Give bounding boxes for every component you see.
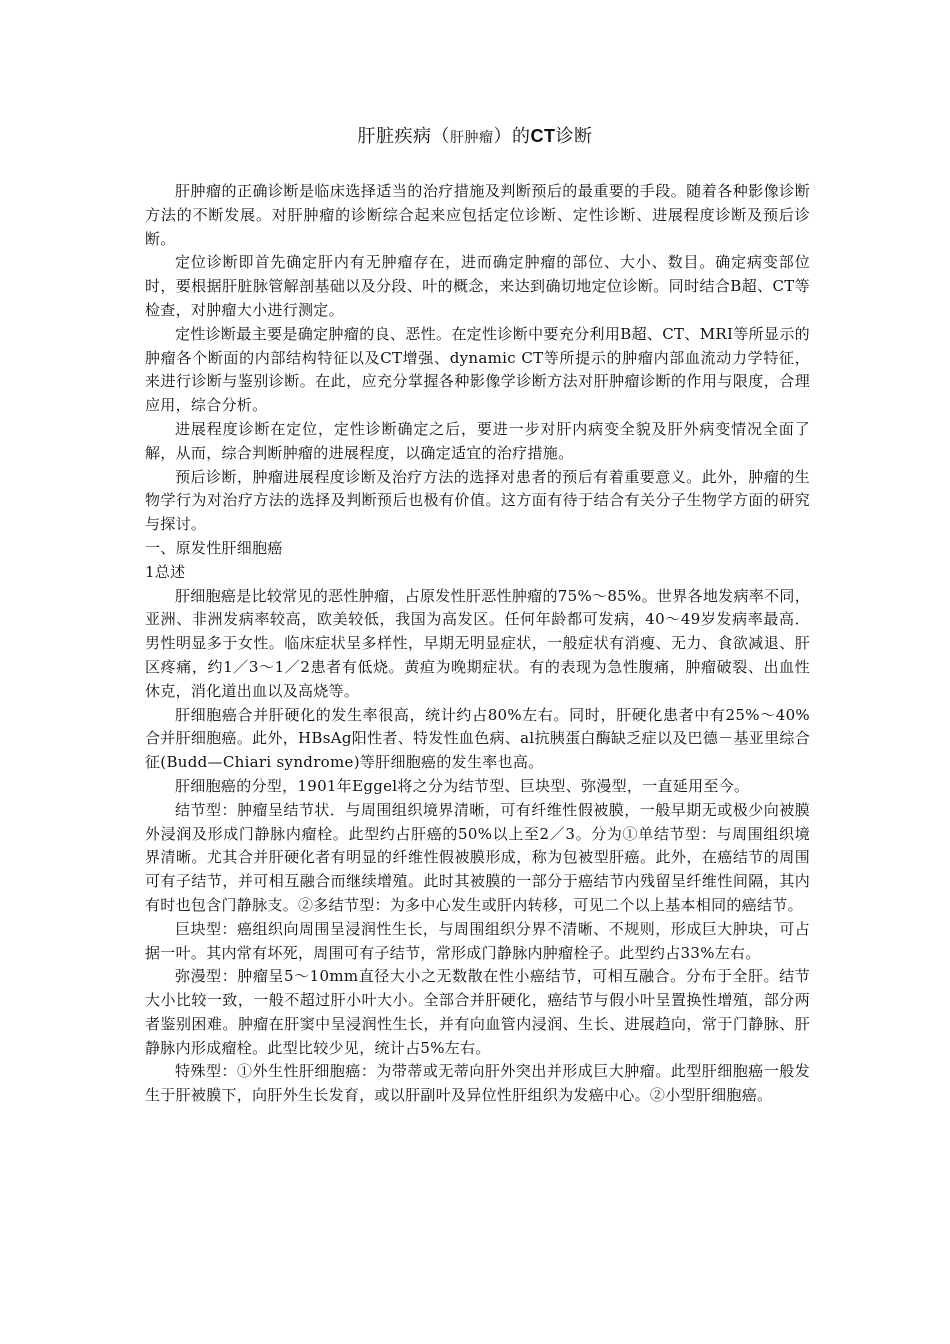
section-heading: 一、原发性肝细胞癌 [145, 538, 283, 557]
title-part-5: 诊断 [555, 126, 593, 147]
paragraph-special-type: 特殊型：①外生性肝细胞癌：为带蒂或无蒂向肝外突出并形成巨大肿瘤。此型肝细胞癌一般发生于肝被膜下，向肝外生长发育，或以肝副叶及异位性肝组织为发癌中心。②小型肝细胞癌。 [145, 1062, 810, 1105]
paragraph-hcc-classification: 肝细胞癌的分型，1901年Eggel将之分为结节型、巨块型、弥漫型，一直延用至今。 [175, 776, 750, 795]
paragraph-qualitative: 定性诊断最主要是确定肿瘤的良、恶性。在定性诊断中要充分利用B超、CT、MRI等所显示的肿瘤各个断面的内部结构特征以及CT增强、dynamic CT等所提示的肿瘤内部血流动力学特征，来进行诊断与鉴别诊断。在此，应充分掌握各种影像学诊断方法对肝肿瘤诊断的作用与限度，合理应用，综合分析。 [145, 324, 810, 415]
paragraph-hcc-overview: 肝细胞癌是比较常见的恶性肿瘤，占原发性肝恶性肿瘤的75%～85%。世界各地发病率不同，亚洲、非洲发病率较高，欧美较低，我国为高发区。任何年龄都可发病，40～49岁发病率最高．男性明显多于女性。临床症状呈多样性，早期无明显症状，一般症状有消瘦、无力、食欲减退、肝区疼痛，约1／3～1／2患者有低烧。黄疸为晚期症状。有的表现为急性腹痛，肿瘤破裂、出血性休克，消化道出血以及高烧等。 [145, 586, 810, 700]
document-body [145, 180, 810, 1108]
title-part-3: ）的 [493, 126, 531, 147]
paragraph-hcc-cirrhosis: 肝细胞癌合并肝硬化的发生率很高，统计约占80%左右。同时，肝硬化患者中有25%～40%合并肝细胞癌。此外，HBsAg阳性者、特发性血色病、al抗胰蛋白酶缺乏症以及巴德－基亚里综合征(Budd—Chiari syndrome)等肝细胞癌的发生率也高。 [145, 705, 810, 772]
paragraph-progression: 进展程度诊断在定位，定性诊断确定之后，要进一步对肝内病变全貌及肝外病变情况全面了解，从而，综合判断肿瘤的进展程度，以确定适宜的治疗措施。 [145, 419, 810, 462]
paragraph-localization: 定位诊断即首先确定肝内有无肿瘤存在，进而确定肿瘤的部位、大小、数目。确定病变部位时，要根据肝脏脉管解剖基础以及分段、叶的概念，来达到确切地定位诊断。同时结合B超、CT等检查，对肿瘤大小进行测定。 [145, 253, 810, 319]
paragraph-prognosis: 预后诊断，肿瘤进展程度诊断及治疗方法的选择对患者的预后有着重要意义。此外，肿瘤的生物学行为对治疗方法的选择及判断预后也极有价值。这方面有待于结合有关分子生物学方面的研究与探讨。 [145, 467, 810, 534]
document-title [0, 123, 950, 151]
title-part-4: CT [530, 126, 556, 146]
paragraph-diffuse-type: 弥漫型：肿瘤呈5～10mm直径大小之无数散在性小癌结节，可相互融合。分布于全肝。结节大小比较一致，一般不超过肝小叶大小。全部合并肝硬化，癌结节与假小叶呈置换性增殖，部分两者鉴别困难。肿瘤在肝窦中呈浸润性生长，并有向血管内浸润、生长、进展趋向，常于门静脉、肝静脉内形成瘤栓。此型比较少见，统计占5%左右。 [145, 967, 810, 1057]
paragraph-nodular-type: 结节型：肿瘤呈结节状．与周围组织境界清晰，可有纤维性假被膜，一般早期无或极少向被膜外浸润及形成门静脉内瘤栓。此型约占肝癌的50%以上至2／3。分为①单结节型：与周围组织境界清晰。尤其合并肝硬化者有明显的纤维性假被膜形成，称为包被型肝癌。此外，在癌结节的周围可有子结节，并可相互融合而继续增殖。此时其被膜的一部分于癌结节内残留呈纤维性间隔，其内有时也包含门静脉支。②多结节型：为多中心发生或肝内转移，可见二个以上基本相同的癌结节。 [145, 800, 810, 914]
paragraph-intro: 肝肿瘤的正确诊断是临床选择适当的治疗措施及判断预后的最重要的手段。随着各种影像诊断方法的不断发展。对肝肿瘤的诊断综合起来应包括定位诊断、定性诊断、进展程度诊断及预后诊断。 [145, 182, 810, 248]
subsection-heading: 1总述 [145, 562, 186, 581]
paragraph-massive-type: 巨块型：癌组织向周围呈浸润性生长，与周围组织分界不清晰、不规则，形成巨大肿块，可占据一叶。其内常有坏死，周围可有子结节，常形成门静脉内肿瘤栓子。此型约占33%左右。 [145, 919, 810, 962]
title-part-2: 肝肿瘤 [450, 130, 494, 146]
title-part-1: 肝脏疾病（ [357, 126, 450, 147]
